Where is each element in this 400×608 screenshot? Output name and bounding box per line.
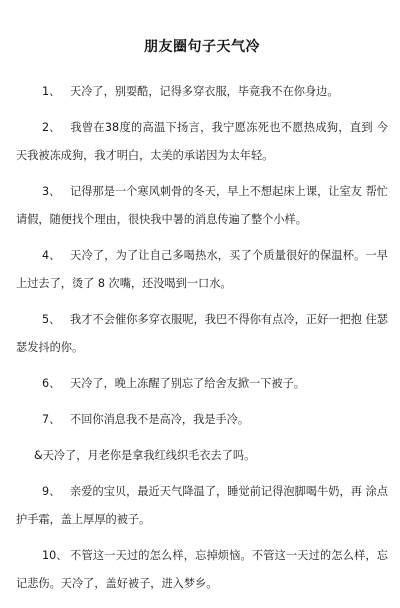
paragraph-text: 我才不会催你多穿衣服呢，我巴不得你有点冷，正好一把抱 住瑟瑟发抖的你。	[16, 313, 388, 354]
paragraph-number: 5、	[42, 313, 61, 326]
paragraph-text: 亲爱的宝贝，最近天气降温了，睡觉前记得泡脚喝牛奶，再 涂点护手霜，盖上厚厚的被子。	[16, 485, 388, 526]
paragraph-number: 6、	[42, 377, 61, 390]
paragraph-2	[16, 114, 388, 170]
paragraph-10	[16, 542, 388, 598]
paragraph-text: 我曾在38度的高温下扬言，我宁愿冻死也不愿热成狗，直到 今天我被冻成狗，我才明白，太美的承诺因为太年轻。	[16, 121, 388, 162]
paragraph-6	[16, 370, 388, 398]
paragraph-text: 不回你消息我不是高冷，我是手冷。	[70, 413, 250, 426]
paragraph-number: 3、	[42, 185, 61, 198]
paragraph-text: 天冷了，别耍酷，记得多穿衣服，毕竟我不在你身边。	[70, 85, 339, 98]
paragraph-number: 10、	[42, 549, 68, 562]
paragraph-text: &天冷了，月老你是拿我红线织毛衣去了吗。	[34, 449, 256, 462]
paragraph-9	[16, 478, 388, 534]
paragraph-1	[16, 78, 388, 106]
paragraph-text: 天冷了，为了让自己多喝热水，买了个质量很好的保温杯。一早上过去了，烫了 8 次嘴，还没喝到一口水。	[16, 249, 388, 290]
paragraph-7	[16, 406, 388, 434]
paragraph-5	[16, 306, 388, 362]
paragraph-number: 4、	[42, 249, 61, 262]
paragraph-8	[16, 442, 388, 470]
paragraph-3	[16, 178, 388, 234]
paragraph-text: 不管这一天过的怎么样，忘掉烦恼。不管这一天过的怎么样，忘记悲伤。天冷了，盖好被子，进入梦乡。	[16, 549, 388, 590]
paragraph-text: 记得那是一个寒风刺骨的冬天，早上不想起床上课，让室友 帮忙请假，随便找个理由，很快我中暑的消息传遍了整个小样。	[16, 185, 388, 226]
paragraph-4	[16, 242, 388, 298]
paragraph-number: 9、	[42, 485, 61, 498]
page-title: 朋友圈句子天气冷	[144, 39, 260, 55]
paragraph-text: 天冷了，晚上冻醒了别忘了给舍友掀一下被子。	[70, 377, 305, 390]
paragraph-number: 7、	[42, 413, 61, 426]
paragraph-number: 2、	[42, 121, 61, 134]
paragraph-number: 1、	[42, 85, 61, 98]
